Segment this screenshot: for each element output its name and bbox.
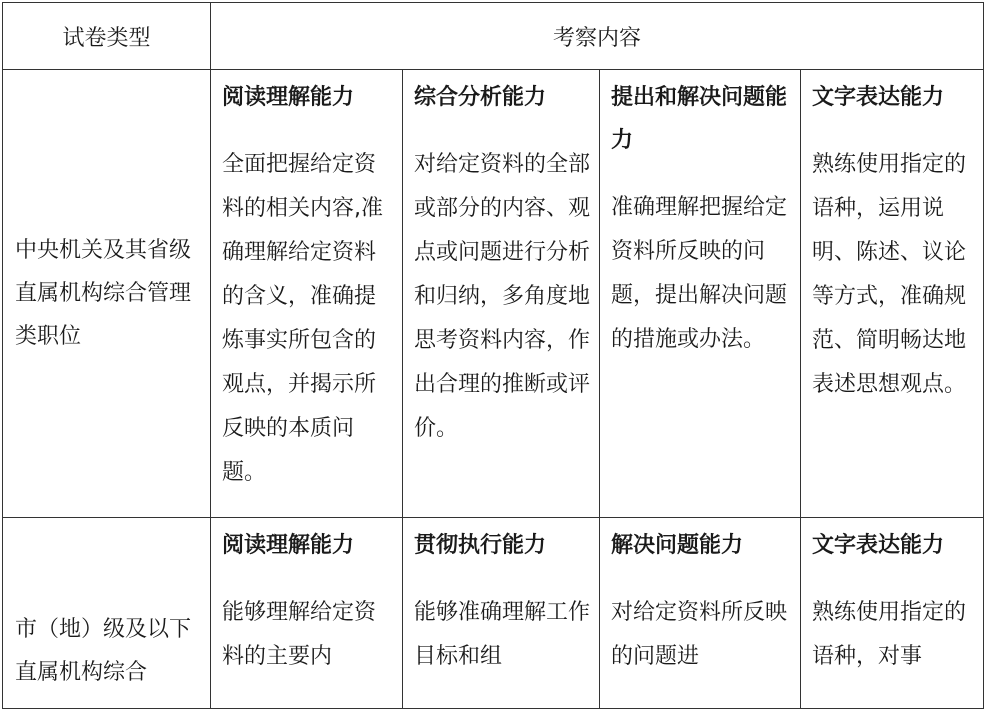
table-row [3,518,984,709]
ability-description: 对给定资料所反映的问题进 [611,600,788,669]
ability-description: 熟练使用指定的语种，运用说明、陈述、议论等方式，准确规范、简明畅达地表述思想观点。 [812,152,967,397]
exam-content-table [2,2,984,709]
table-row [3,70,984,518]
ability-cell [403,70,600,518]
ability-title: 解决问题能力 [611,533,744,558]
ability-description: 能够准确理解工作目标和组 [414,600,591,669]
ability-title: 文字表达能力 [812,533,945,558]
ability-cell [600,518,801,709]
ability-title: 贯彻执行能力 [414,533,547,558]
ability-cell [403,518,600,709]
header-row [3,3,984,70]
ability-cell [801,70,984,518]
header-exam-content: 考察内容 [211,3,984,70]
paper-type-text: 中央机关及其省级直属机构综合管理类职位 [15,238,192,349]
ability-cell [600,70,801,518]
paper-type-text: 市（地）级及以下直属机构综合 [15,617,192,685]
ability-cell [211,70,403,518]
ability-title: 阅读理解能力 [222,533,355,558]
ability-title: 提出和解决问题能力 [611,85,788,153]
ability-cell [211,518,403,709]
ability-cell [801,518,984,709]
ability-description: 能够理解给定资料的主要内 [222,600,377,669]
ability-title: 文字表达能力 [812,85,945,110]
ability-title: 阅读理解能力 [222,85,355,110]
ability-description: 熟练使用指定的语种，对事 [812,600,967,669]
ability-description: 全面把握给定资料的相关内容,准确理解给定资料的含义，准确提炼事实所包含的观点，并揭示所反映的本质问题。 [222,152,383,485]
ability-description: 准确理解把握给定资料所反映的问题，提出解决问题的措施或办法。 [611,195,788,352]
ability-description: 对给定资料的全部或部分的内容、观点或问题进行分析和归纳，多角度地思考资料内容，作出合理的推断或评价。 [414,152,591,441]
header-paper-type: 试卷类型 [3,3,211,70]
paper-type-cell [3,70,211,518]
ability-title: 综合分析能力 [414,85,547,110]
paper-type-cell [3,518,211,709]
